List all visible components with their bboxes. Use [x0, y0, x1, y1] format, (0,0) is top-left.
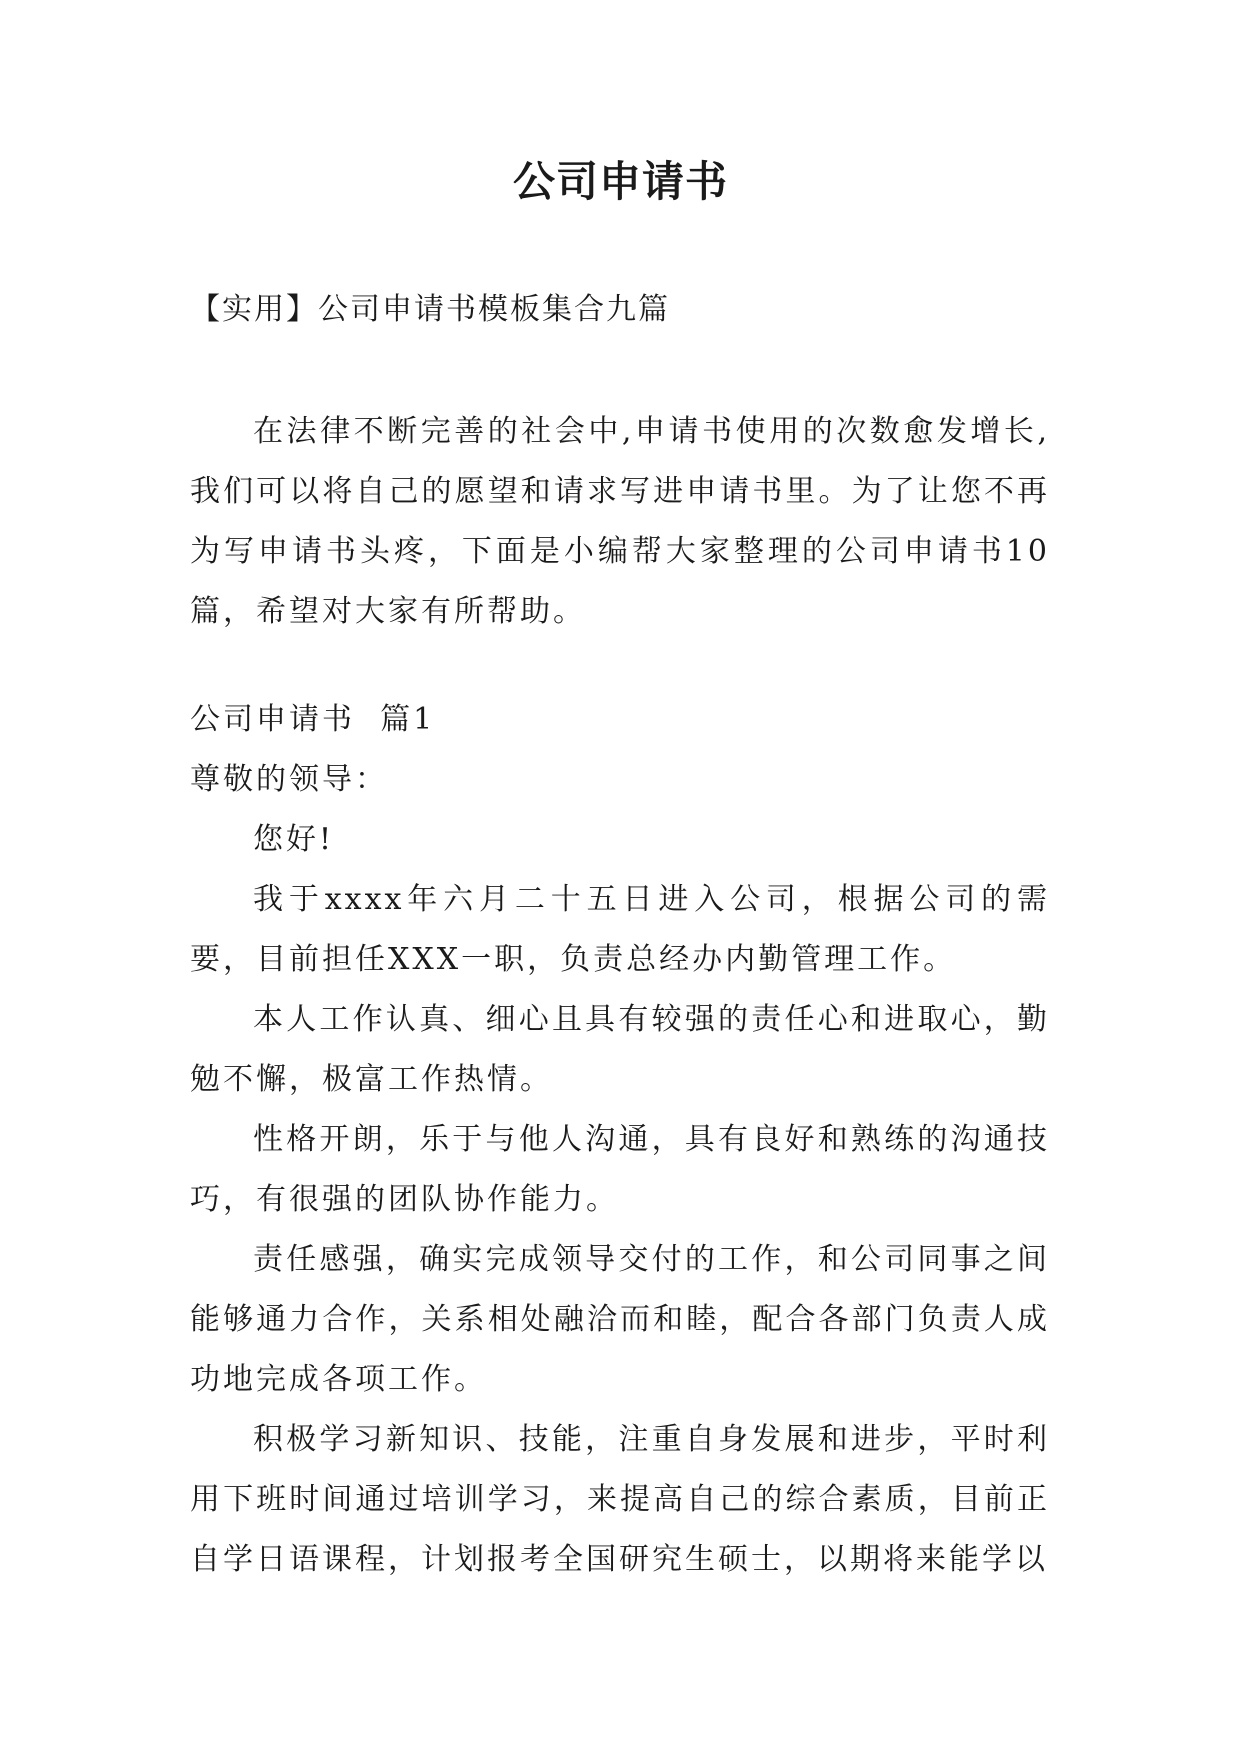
letter-body	[190, 690, 1050, 1590]
document-subtitle: 【实用】公司申请书模板集合九篇	[190, 292, 670, 327]
page-title: 公司申请书	[512, 157, 728, 206]
intro-paragraph: 在法律不断完善的社会中,申请书使用的次数愈发增长,我们可以将自己的愿望和请求写进申请书里。为了让您不再为写申请书头疼，下面是小编帮大家整理的公司申请书10篇，希望对大家有所帮助。	[190, 414, 1050, 629]
body-paragraph: 本人工作认真、细心且具有较强的责任心和进取心，勤勉不懈，极富工作热情。	[190, 1002, 1050, 1097]
body-paragraph: 我于xxxx年六月二十五日进入公司，根据公司的需要，目前担任XXX一职，负责总经办内勤管理工作。	[190, 882, 1050, 977]
body-paragraph: 责任感强，确实完成领导交付的工作，和公司同事之间能够通力合作，关系相处融洽而和睦，配合各部门负责人成功地完成各项工作。	[190, 1242, 1050, 1397]
salutation: 尊敬的领导：	[190, 762, 388, 797]
section-heading: 公司申请书 篇1	[190, 702, 436, 737]
body-paragraph: 积极学习新知识、技能，注重自身发展和进步，平时利用下班时间通过培训学习，来提高自己的综合素质，目前正自学日语课程，计划报考全国研究生硕士，以期将来能学以	[190, 1422, 1050, 1577]
body-paragraph: 性格开朗，乐于与他人沟通，具有良好和熟练的沟通技巧，有很强的团队协作能力。	[190, 1122, 1050, 1217]
greeting: 您好!	[253, 822, 335, 857]
intro-block	[190, 402, 1050, 642]
